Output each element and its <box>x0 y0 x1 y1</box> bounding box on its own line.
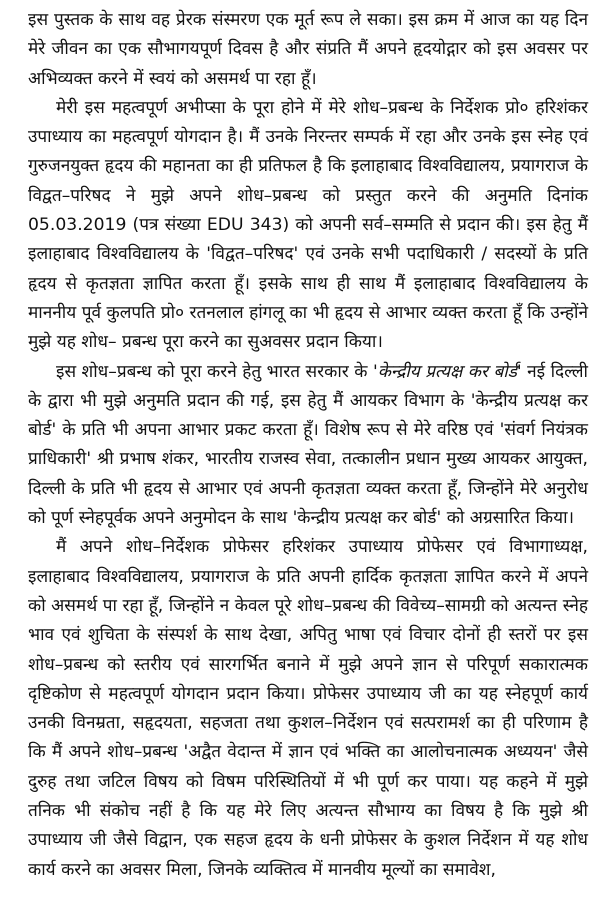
paragraph-acknowledgement-guide: मैं अपने शोध–निर्देशक प्रोफेसर हरिशंकर उपाध्याय प्रोफेसर एवं विभागाध्यक्ष, इलाहाबाद विश्वविद्यालय, प्रयागराज के प्रति अपनी हार्दिक कृतज्ञता ज्ञापित करने में अपने को असमर्थ पा रहा हूँ, जिन्होंने न केवल पूरे शोध–प्रबन्ध की विवेच्य–सामग्री को अत्यन्त स्नेह भाव एवं शुचिता के संस्पर्श के साथ देखा, अपितु भाषा एवं विचार दोनों ही स्तरों पर इस शोध–प्रबन्ध को स्तरीय एवं सारगर्भित बनाने में मुझे अपने ज्ञान से परिपूर्ण सकारात्मक दृष्टिकोण से महत्वपूर्ण योगदान प्रदान किया। प्रोफेसर उपाध्याय जी का यह स्नेहपूर्ण कार्य उनकी विनम्रता, सहृदयता, सहजता तथा कुशल–निर्देशन एवं सत्परामर्श का ही परिणाम है कि मैं अपने शोध–प्रबन्ध 'अद्वैत वेदान्त में ज्ञान एवं भक्ति का आलोचनात्मक अध्ययन' जैसे दुरुह तथा जटिल विषय को विषम परिस्थितियों में भी पूर्ण कर पाया। यह कहने में मुझे तनिक भी संकोच नहीं है कि यह मेरे लिए अत्यन्त सौभाग्य का विषय है कि मुझे श्री उपाध्याय जी जैसे विद्वान, एक सहज हृदय के धनी प्रोफेसर के कुशल निर्देशन में यह शोध कार्य करने का अवसर मिला, जिनके व्यक्तित्व में मानवीय मूल्यों का समावेश, <box>28 537 588 880</box>
paragraph-intro: इस पुस्तक के साथ वह प्रेरक संस्मरण एक मूर्त रूप ले सका। इस क्रम में आज का यह दिन मेरे जीवन का एक सौभागयपूर्ण दिवस है और संप्रति मैं अपने हृदयोद्गार को इस अवसर पर अभिव्यक्त करने में स्वयं को असमर्थ पा रहा हूँ। <box>28 10 588 89</box>
paragraph-text-before: इस शोध–प्रबन्ध को पूरा करने हेतु भारत सरकार के <box>56 361 373 382</box>
paragraph-text-after: नई दिल्ली के द्वारा भी मुझे अनुमति प्रदान की गई, इस हेतु मैं आयकर विभाग के 'केन्द्रीय प्रत्यक्ष कर बोर्ड' के प्रति भी अपना आभार प्रकट करता हूँ। विशेष रूप से मेरे वरिष्ठ एवं 'संवर्ग नियंत्रक प्राधिकारी' श्री प्रभाष शंकर, भारतीय राजस्व सेवा, तत्कालीन प्रधान मुख्य आयकर आयुक्त, दिल्ली के प्रति भी हृदय से आभार एवं अपनी कृतज्ञता व्यक्त करता हूँ, जिन्होंने मेरे अनुरोध को पूर्ण स्नेहपूर्वक अपने अनुमोदन के साथ 'केन्द्रीय प्रत्यक्ष कर बोर्ड' को अग्रसारित किया। <box>28 361 589 529</box>
paragraph-acknowledgement-supervisor: मेरी इस महत्वपूर्ण अभीप्सा के पूरा होने में मेरे शोध–प्रबन्ध के निर्देशक प्रो० हरिशंकर उपाध्याय का महत्वपूर्ण योगदान है। मैं उनके निरन्तर सम्पर्क में रहा और उनके इस स्नेह एवं गुरुजनयुक्त हृदय की महानता का ही प्रतिफल है कि इलाहाबाद विश्वविद्यालय, प्रयागराज के विद्वत–परिषद ने मुझे अपने शोध–प्रबन्ध को प्रस्तुत करने की अनुमति दिनांक 05.03.2019 (पत्र संख्या EDU 343) को अपनी सर्व–सम्मति से प्रदान की। इस हेतु मैं इलाहाबाद विश्वविद्यालय के 'विद्वत–परिषद' एवं उनके सभी पदाधिकारी / सदस्यों के प्रति हृदय से कृतज्ञता ज्ञापित करता हूँ। इसके साथ ही साथ मैं इलाहाबाद विश्वविद्यालय के माननीय पूर्व कुलपति प्रो० रतनलाल हांगलू का भी हृदय से आभार व्यक्त करता हूँ कि उन्होंने मुझे यह शोध– प्रबन्ध पूरा करने का सुअवसर प्रदान किया। <box>28 97 588 353</box>
italic-cbdt-name: 'केन्द्रीय प्रत्यक्ष कर बोर्ड' <box>372 361 522 382</box>
paragraph-acknowledgement-cbdt <box>28 358 588 534</box>
document-page <box>28 6 588 885</box>
